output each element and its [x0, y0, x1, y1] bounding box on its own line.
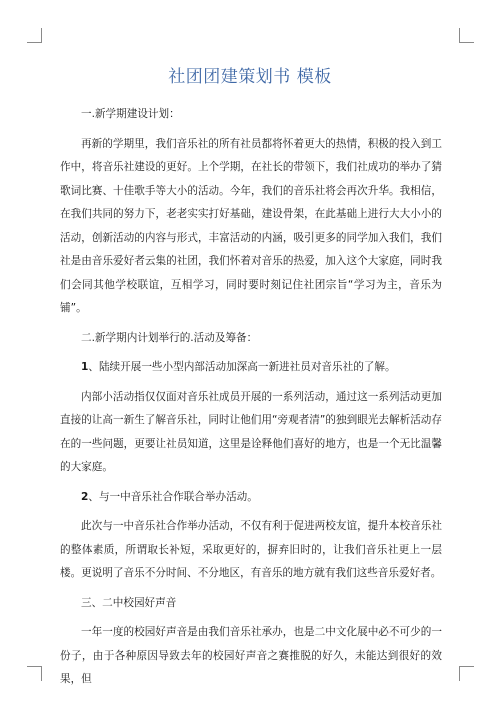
section-heading-new-semester-plan: 一.新学期建设计划：: [81, 108, 180, 120]
list-item-text: 、陆续开展一些小型内部活动加深高一新进社员对音乐社的了解。: [88, 361, 396, 373]
list-item-number: 2: [81, 490, 89, 503]
document-title: 社团团建策划书 模板: [168, 67, 332, 87]
list-item-joint-activities: [60, 486, 442, 510]
paragraph-internal-activities: 内部小活动指仅仅面对音乐社成员开展的一系列活动，通过这一系列活动更加直接的让高一新生了解音乐社，同时让他们用“旁观者清”的独到眼光去解析活动存在的一些问题，更要让社员知道，这里是诠释他们喜好的地方，也是一个无比温馨的大家庭。: [60, 390, 442, 473]
list-item-text: 、与一中音乐社合作联合举办活动。: [88, 490, 258, 503]
list-item-internal-activities: [60, 356, 442, 380]
paragraph-campus-voice: 一年一度的校园好声音是由我们音乐社承办，也是二中文化展中必不可少的一份子，由于各种原因导致去年的校园好声音之赛推脱的好久，未能达到很好的效果，但: [60, 626, 442, 685]
page-corner-mark-top-right: [459, 28, 474, 43]
section-heading-activities: 二.新学期内计划举行的.活动及筹备：: [81, 331, 258, 344]
paragraph-new-semester-plan: 再新的学期里，我们音乐社的所有社员都将怀着更大的热情，积极的投入到工作中，将音乐社建设的更好。上个学期，在社长的带领下，我们社成功的举办了猜歌词比赛、十佳歌手等大小的活动。今年，我们的音乐社将会再次升华。我相信，在我们共同的努力下，老老实实打好基础，建设骨架，在此基础上进行大大小小的活动，创新活动的内容与形式，丰富活动的内涵，吸引更多的同学加入我们，我们社是由音乐爱好者云集的社团，我们怀着对音乐的热爱，加入这个大家庭，同时我们会同其他学校联谊，互相学习，同时要时刻记住社团宗旨“学习为主，音乐为铺”。: [60, 137, 442, 314]
page-corner-mark-top-left: [27, 28, 42, 43]
section-heading-campus-voice: 三、二中校园好声音: [81, 596, 177, 609]
page-corner-mark-bottom-left: [27, 666, 42, 681]
list-item-number: 1: [81, 361, 89, 373]
paragraph-joint-activities: 此次与一中音乐社合作举办活动，不仅有利于促进两校友谊，提升本校音乐社的整体素质，所谓取长补短，采取更好的，摒弃旧时的，让我们音乐社更上一层楼。更说明了音乐不分时间、不分地区，有音乐的地方就有我们这些音乐爱好者。: [60, 520, 442, 579]
page-corner-mark-bottom-right: [459, 666, 474, 681]
document-body: [60, 103, 442, 698]
